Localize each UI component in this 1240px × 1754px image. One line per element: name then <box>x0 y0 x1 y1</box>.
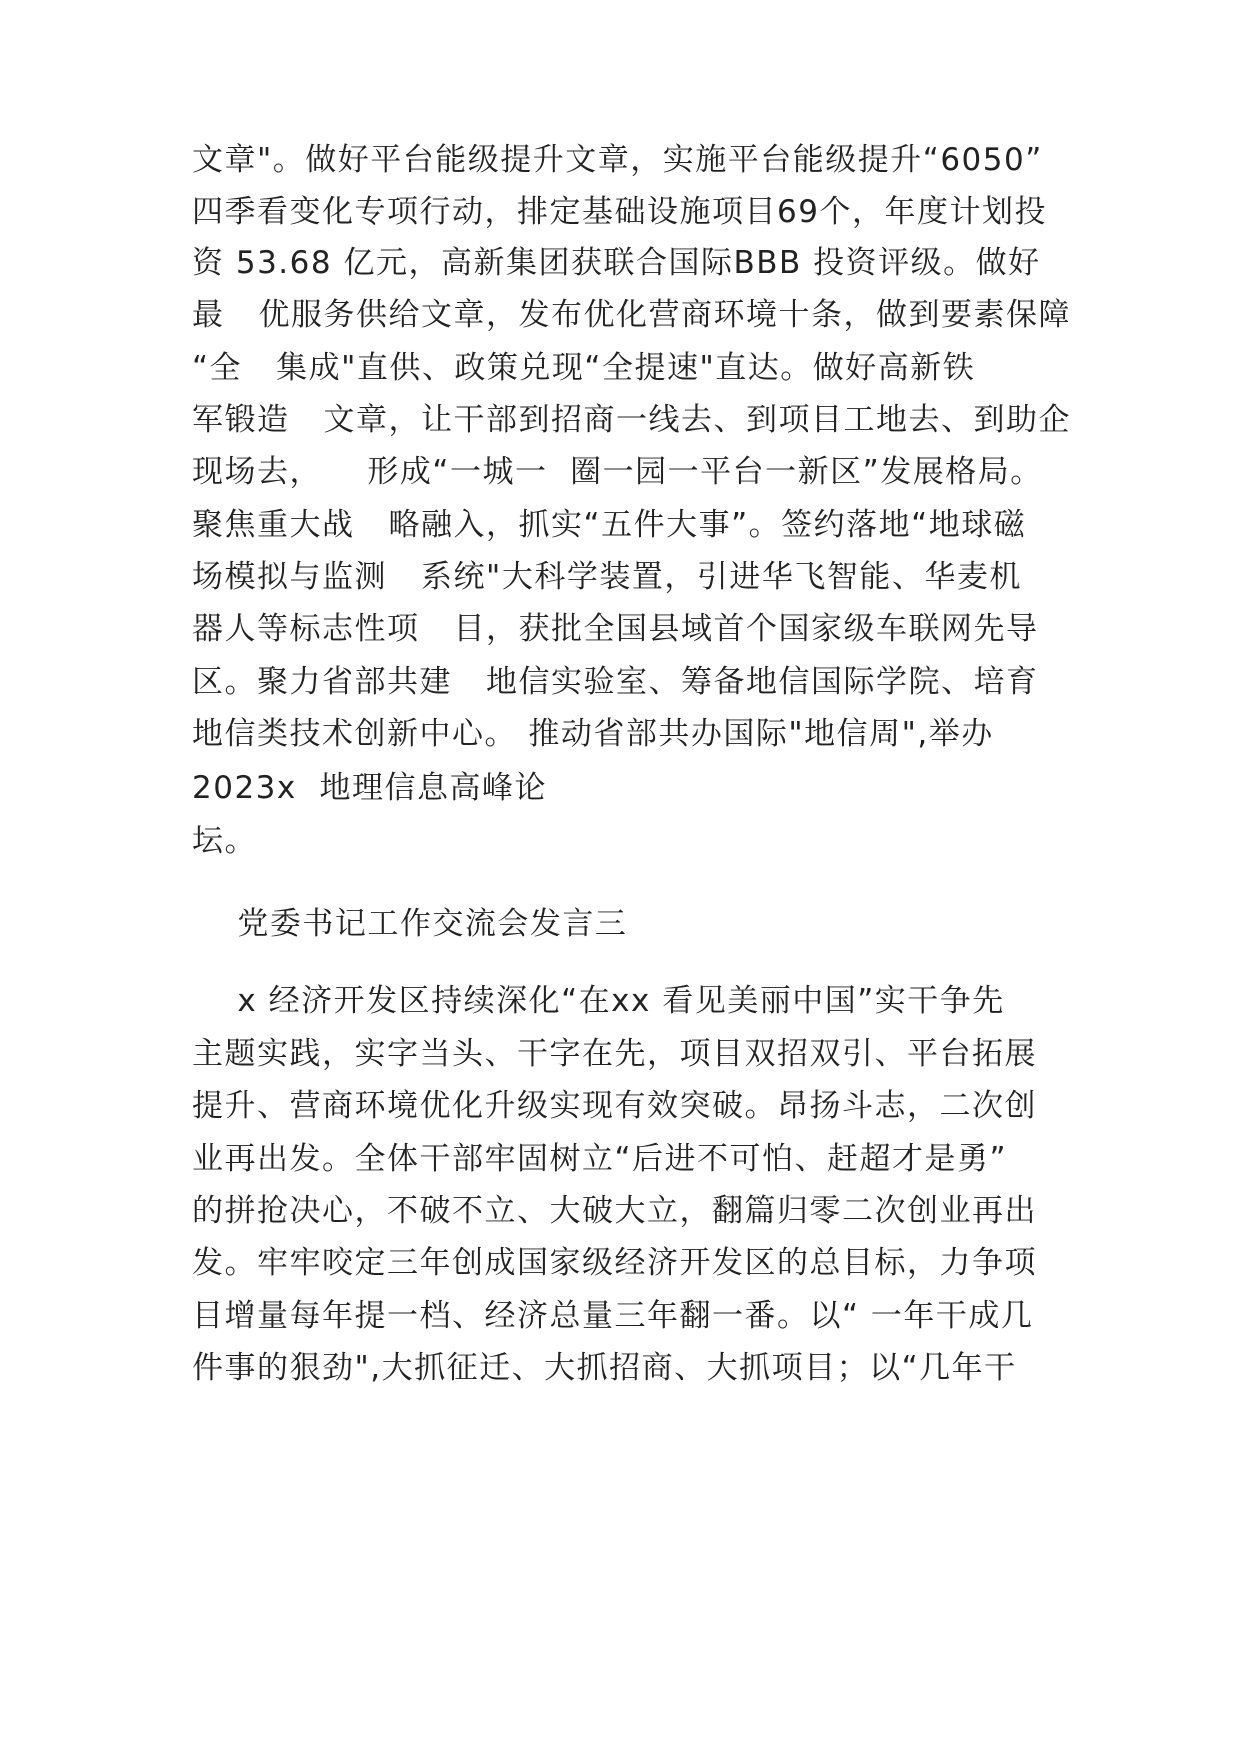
text-line: 器人等标志性项 目，获批全国县域首个国家级车联网先导 <box>192 611 1039 647</box>
text-line: 主题实践，实字当头、干字在先，项目双招双引、平台拓展 <box>192 1036 1037 1072</box>
text-line: 场模拟与监测 系统"大科学装置，引进华飞智能、华麦机 <box>192 559 1022 595</box>
text-line: x 经济开发区持续深化“在xx 看见美丽中国”实干争先 <box>192 983 1005 1019</box>
text-line: 四季看变化专项行动，排定基础设施项目69个，年度计划投 <box>192 194 1047 230</box>
text-line: 地信类技术创新中心。 推动省部共办国际"地信周",举办 <box>192 716 994 752</box>
text-line: 2023x 地理信息高峰论 <box>192 770 547 806</box>
text-line: 业再出发。全体干部牢固树立“后进不可怕、赶超才是勇” <box>192 1141 1008 1177</box>
text-line: 的拼抢决心，不破不立、大破大立，翻篇归零二次创业再出 <box>192 1193 1037 1229</box>
text-line: 聚焦重大战 略融入，抓实“五件大事”。签约落地“地球磁 <box>192 507 1027 543</box>
text-line: 区。聚力省部共建 地信实验室、筹备地信国际学院、培育 <box>192 664 1039 700</box>
text-line: “全 集成"直供、政策兑现“全提速"直达。做好高新铁 <box>192 350 976 386</box>
text-line: 军锻造 文章，让干部到招商一线去、到项目工地去、到助企 <box>192 402 1072 438</box>
text-line: 提升、营商环境优化升级实现有效突破。昂扬斗志，二次创 <box>192 1088 1037 1124</box>
text-line: 目增量每年提一档、经济总量三年翻一番。以“ 一年干成几 <box>192 1298 1034 1334</box>
text-line: 文章"。做好平台能级提升文章，实施平台能级提升“6050” <box>192 142 1043 178</box>
text-line: 发。牢牢咬定三年创成国家级经济开发区的总目标，力争项 <box>192 1245 1037 1281</box>
text-line: 资 53.68 亿元，高新集团获联合国际BBB 投资评级。做好 <box>192 245 1041 281</box>
text-line: 现场去， 形成“一城一 圈一园一平台一新区”发展格局。 <box>192 454 1043 490</box>
text-line: 坛。 <box>192 823 257 859</box>
text-line: 最 优服务供给文章，发布优化营商环境十条，做到要素保障 <box>192 297 1072 333</box>
section-heading: 党委书记工作交流会发言三 <box>192 906 628 942</box>
text-line: 件事的狠劲",大抓征迁、大抓招商、大抓项目；以“几年干 <box>192 1350 1017 1386</box>
